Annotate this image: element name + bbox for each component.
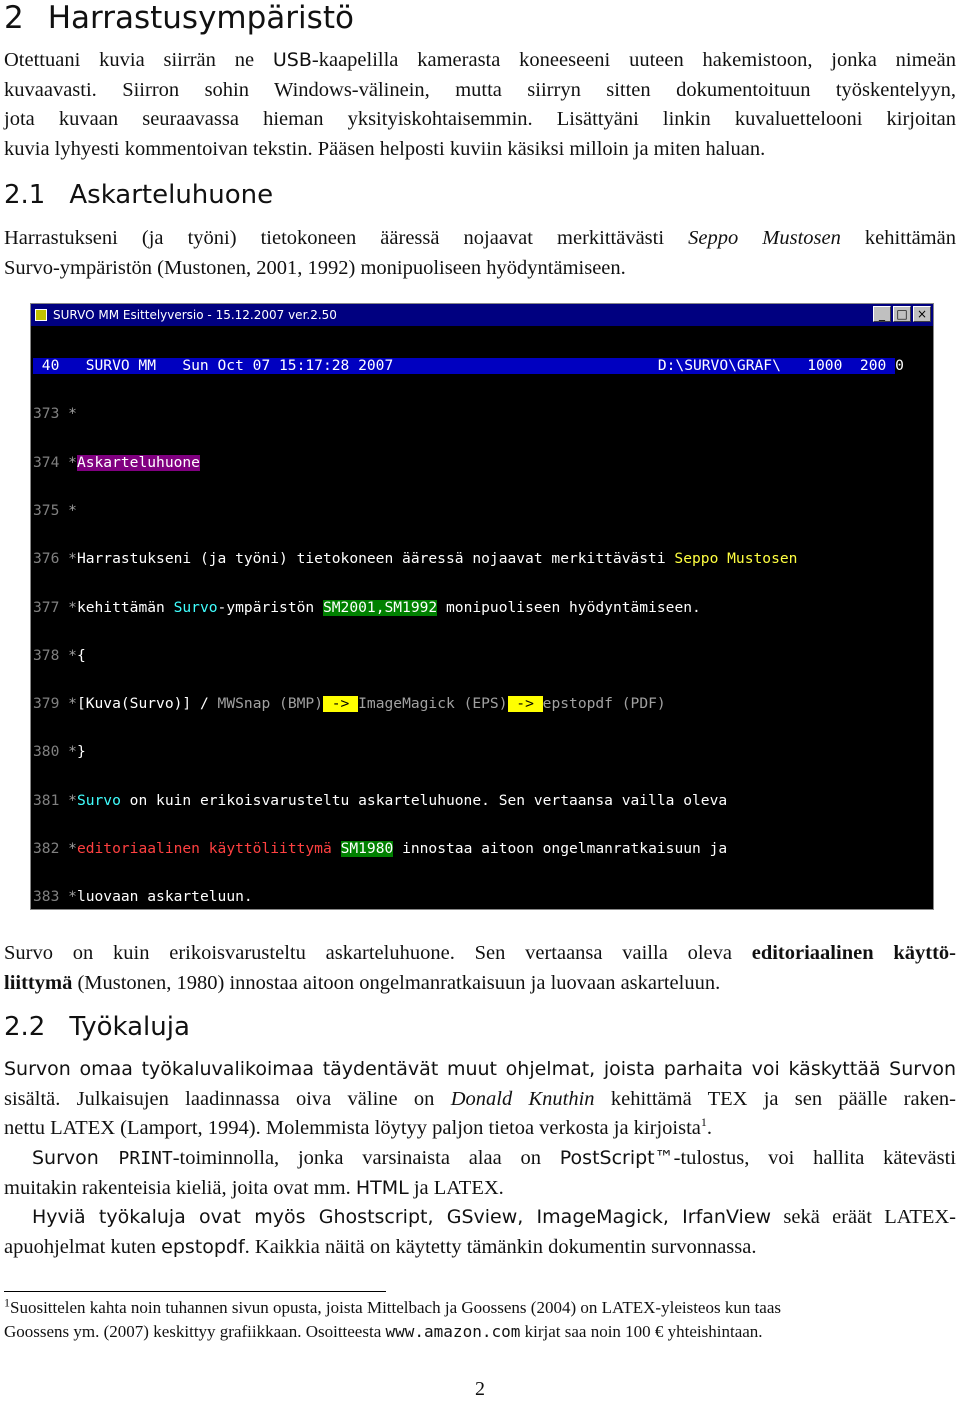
p4-line-2: apuohjelmat kuten epstopdf. Kaikkia näitä on käytetty tämänkin dokumentin survonnassa. (4, 1235, 757, 1258)
editor-line: 373 * (33, 406, 77, 423)
p3-line-2: muitakin rakenteisia kieliä, joita ovat mm. HTML ja LATEX. (4, 1176, 504, 1199)
footnote-line-1: $^1$Suosittelen kahta noin tuhannen sivun opusta, joista Mittelbach ja Goossens (2004) on LATEX-yleisteos kun taas (4, 1295, 782, 1317)
editor-line: 376 *Harrastukseni (ja työni) tietokoneen ääressä nojaavat merkittävästi Seppo Mustosen (33, 551, 798, 568)
footnote-rule (4, 1291, 386, 1292)
minimize-icon[interactable]: _ (873, 306, 891, 322)
subsection-number: 2.1 (4, 180, 46, 210)
footnote (4, 1296, 956, 1344)
footnote-marker[interactable]: 1 (700, 1115, 707, 1130)
editor-line: 374 *Askarteluhuone (33, 454, 200, 471)
footnote-line-2: Goossens ym. (2007) keskittyy grafiikkaan. Osoitteesta www.amazon.com kirjat saa noin 100 € yhteishintaan. (4, 1322, 763, 1341)
editorial-interface-paragraph (4, 939, 956, 998)
intro-line-3: jota kuvaan seuraavassa hieman yksityiskohtaisemmin. Lisättyäni linkin kuvaluettelooni kirjoitan (4, 108, 956, 131)
tools-paragraph-1 (4, 1055, 956, 1144)
section-title: Harrastusympäristö (47, 0, 354, 36)
p4-line-1: Hyviä työkaluja ovat myös Ghostscript, GSview, ImageMagick, IrfanView sekä eräät LATEX- (32, 1206, 956, 1228)
subsection-title: Työkaluja (69, 1012, 190, 1042)
editor-line: 380 *} (33, 744, 86, 761)
editor-line: 379 *[Kuva(Survo)] / MWSnap (BMP) -> ImageMagick (EPS) -> epstopdf (PDF) (33, 696, 666, 713)
window-controls (873, 306, 931, 322)
editor-line: 382 *editoriaalinen käyttöliittymä SM1980 innostaa aitoon ongelmanratkaisuun ja (33, 841, 728, 857)
editor-line: 377 *kehittämän Survo-ympäristön SM2001,SM1992 monipuoliseen hyödyntämiseen. (33, 599, 701, 616)
tools-paragraph-3 (4, 1203, 956, 1262)
intro-line-1: Otettuani kuvia siirrän ne USB-kaapelilla kamerasta koneeseeni uuteen hakemistoon, jonka nimeän (4, 49, 956, 71)
subsection-number: 2.2 (4, 1012, 46, 1042)
page-number: 2 (475, 1378, 485, 1400)
p2-line-3: nettu LATEX (Lamport, 1994). Molemmista löytyy paljon tietoa verkosta ja kirjoista$^1$. (4, 1115, 712, 1140)
p3-line-1: Survon PRINT-toiminnolla, jonka varsinaista alaa on PostScript™-tulostus, voi hallita kätevästi (32, 1147, 956, 1169)
window-titlebar (31, 304, 933, 326)
sub1-line-1: Harrastukseni (ja työni) tietokoneen ääressä nojaavat merkittävästi Seppo Mustosen kehittämän (4, 227, 956, 249)
p2-line-2: sisältä. Julkaisujen laadinnassa oiva väline on Donald Knuthin kehittämä TEX ja sen päälle raken- (4, 1087, 956, 1110)
intro-paragraph (4, 46, 956, 164)
subsection-heading-askarteluhuone (4, 180, 273, 210)
survo-editor[interactable] (33, 326, 931, 910)
editor-line: 381 *Survo on kuin erikoisvarusteltu askarteluhuone. Sen vertaansa vailla oleva (33, 792, 728, 809)
p2-line-1: Survon omaa työkaluvalikoimaa täydentävät muut ohjelmat, joista parhaita voi käskyttää Survon (4, 1058, 956, 1080)
amazon-link[interactable]: www.amazon.com (385, 1322, 521, 1341)
app-icon (35, 309, 47, 321)
section-heading (4, 0, 354, 36)
editor-line: 383 *luovaan askarteluun. (33, 889, 253, 906)
window-title: SURVO MM Esittelyversio - 15.12.2007 ver.2.50 (53, 308, 337, 322)
after-line-2: liittymä (Mustonen, 1980) innostaa aitoon ongelmanratkaisuun ja luovaan askarteluun. (4, 971, 721, 994)
tools-paragraph-2 (4, 1144, 956, 1203)
close-icon[interactable]: × (913, 306, 931, 322)
intro-line-4: kuvia lyhyesti kommentoivan tekstin. Pääsen helposti kuviin käsiksi milloin ja miten haluan. (4, 137, 766, 160)
subsection-title: Askarteluhuone (69, 180, 274, 210)
subsection-heading-tyokaluja (4, 1012, 190, 1042)
askarteluhuone-paragraph (4, 224, 956, 283)
editor-line: 378 *{ (33, 647, 86, 664)
after-line-1: Survo on kuin erikoisvarusteltu askarteluhuone. Sen vertaansa vailla oleva editoriaalinen käyttö- (4, 942, 956, 964)
sub1-line-2: Survo-ympäristön (Mustonen, 2001, 1992) monipuoliseen hyödyntämiseen. (4, 256, 626, 279)
section-number: 2 (4, 0, 24, 36)
maximize-icon[interactable]: □ (893, 306, 911, 322)
survo-window-screenshot (30, 303, 934, 910)
editor-line: 375 * (33, 503, 77, 520)
intro-line-2: kuvaavasti. Siirron sohin Windows-välinein, mutta siirryn sitten dokumentoituun työskentelyyn, (4, 78, 956, 101)
editor-header-line: 40 SURVO MM Sun Oct 07 15:17:28 2007 D:\SURVO\GRAF\ 1000 200 0 (33, 358, 904, 375)
